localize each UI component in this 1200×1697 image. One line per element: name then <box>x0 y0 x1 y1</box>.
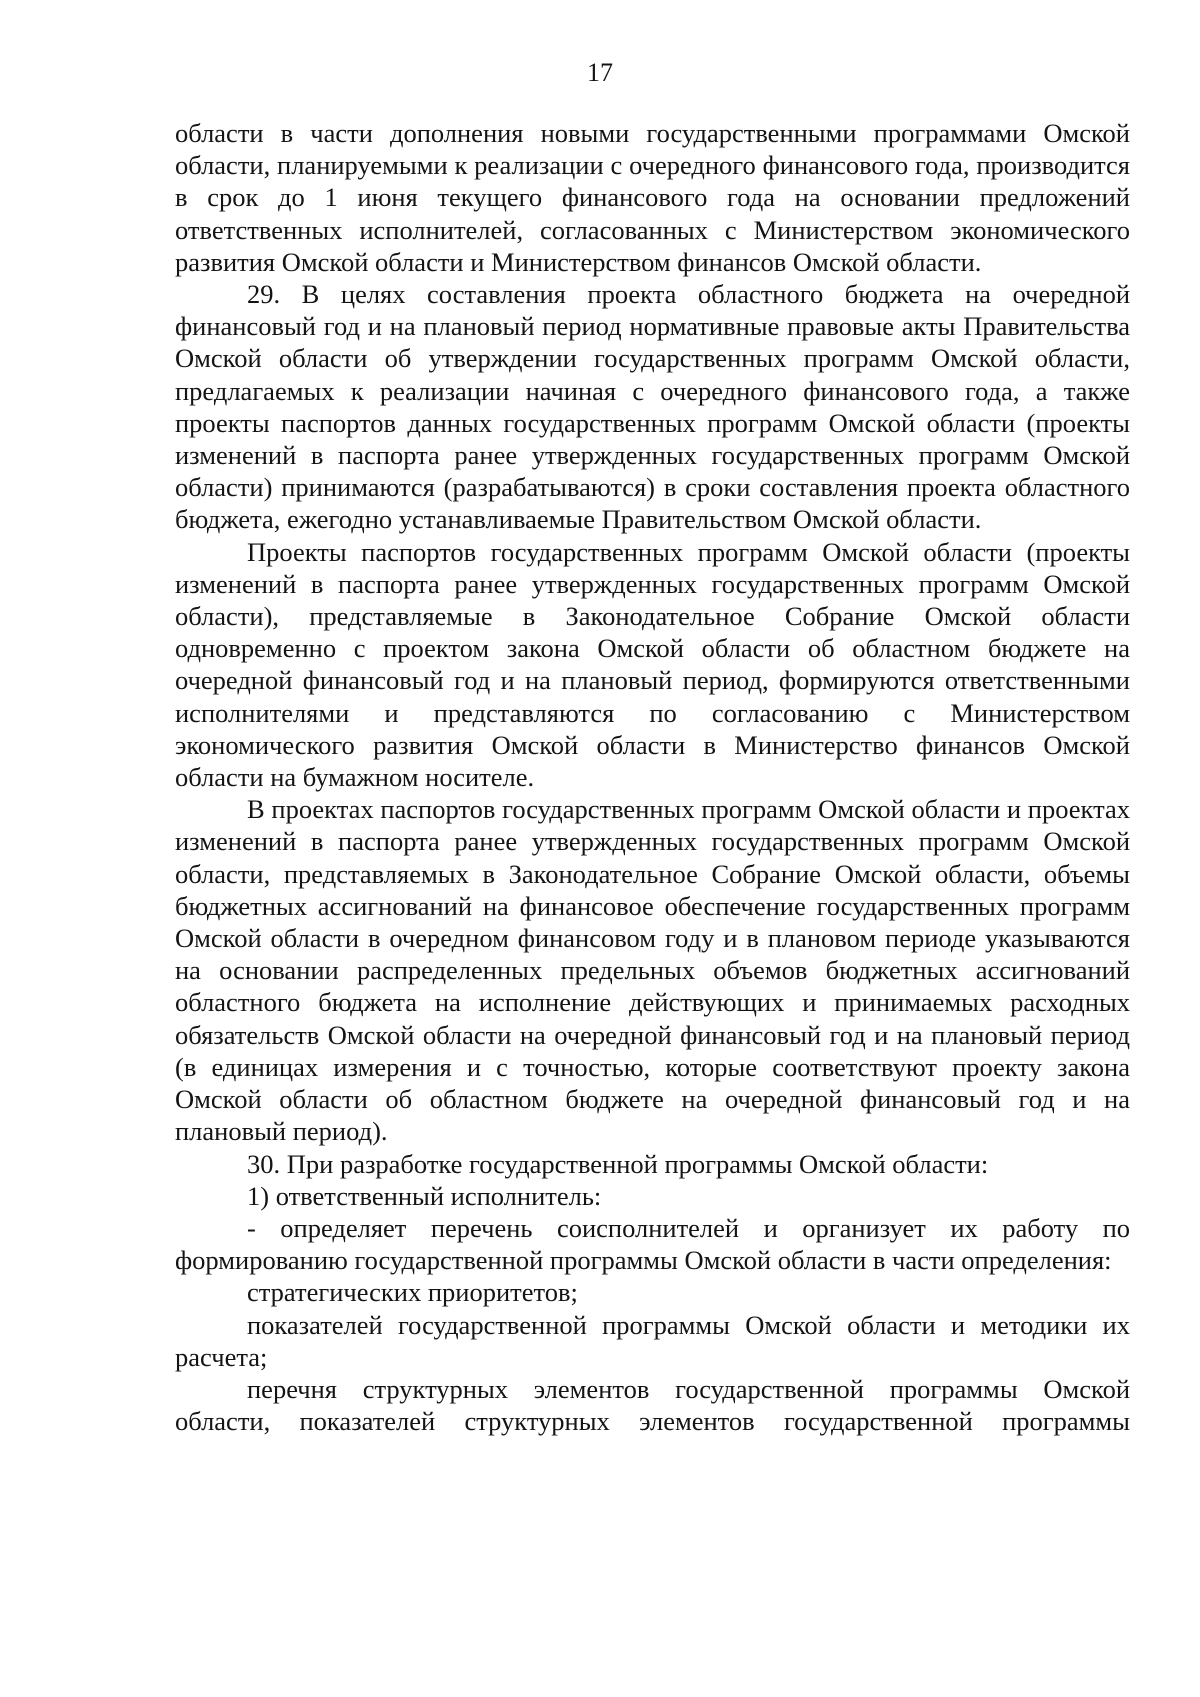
paragraph-continuation: области в части дополнения новыми государственными программами Омской области, планируемыми к реализации с очередного финансового года, производится в срок до 1 июня текущего финансового года на основании предложений ответственных исполнителей, согласованных с Министерством экономического развития Омской области и Министерством финансов Омской области. <box>175 118 1130 277</box>
list-item-program-indicators: показателей государственной программы Омской области и методики их расчета; <box>175 1309 1130 1372</box>
paragraph-item-29: 29. В целях составления проекта областного бюджета на очередной финансовый год и на плановый период нормативные правовые акты Правительства Омской области об утверждении государственных программ Омской области, предлагаемых к реализации начиная с очередного финансового года, а также проекты паспортов данных государственных программ Омской области (проекты изменений в паспорта ранее утвержденных государственных программ Омской области) принимаются (разрабатываются) в сроки составления проекта областного бюджета, ежегодно устанавливаемые Правительством Омской области. <box>175 279 1130 535</box>
paragraph-item-30: 30. При разработке государственной программы Омской области: <box>247 1148 989 1179</box>
list-item-strategic-priorities: стратегических приоритетов; <box>247 1277 578 1308</box>
list-item-defines-coexecutors: - определяет перечень соисполнителей и организует их работу по формированию государственной программы Омской области в части определения: <box>175 1212 1130 1276</box>
paragraph-passport-projects: Проекты паспортов государственных программ Омской области (проекты изменений в паспорта ранее утвержденных государственных программ Омской области), представляемые в Законодательное Собрание Омской области одновременно с проектом закона Омской области об областном бюджете на очередной финансовый год и на плановый период, формируются ответственными исполнителями и представляются по согласованию с Министерством экономического развития Омской области в Министерство финансов Омской области на бумажном носителе. <box>175 536 1130 793</box>
list-item-structural-elements: перечня структурных элементов государственной программы Омской области, показателей структурных элементов государственной программы <box>175 1373 1130 1437</box>
paragraph-budget-allocations: В проектах паспортов государственных программ Омской области и проектах изменений в паспорта ранее утвержденных государственных программ Омской области, представляемых в Законодательное Собрание Омской области, объемы бюджетных ассигнований на финансовое обеспечение государственных программ Омской области в очередном финансовом году и в плановом периоде указываются на основании распределенных предельных объемов бюджетных ассигнований областного бюджета на исполнение действующих и принимаемых расходных обязательств Омской области на очередной финансовый год и на плановый период (в единицах измерения и с точностью, которые соответствуют проекту закона Омской области об областном бюджете на очередной финансовый год и на плановый период). <box>175 794 1130 1147</box>
document-body <box>175 117 1130 1437</box>
list-item-responsible-executor: 1) ответственный исполнитель: <box>247 1180 602 1211</box>
page-number: 17 <box>587 58 613 87</box>
